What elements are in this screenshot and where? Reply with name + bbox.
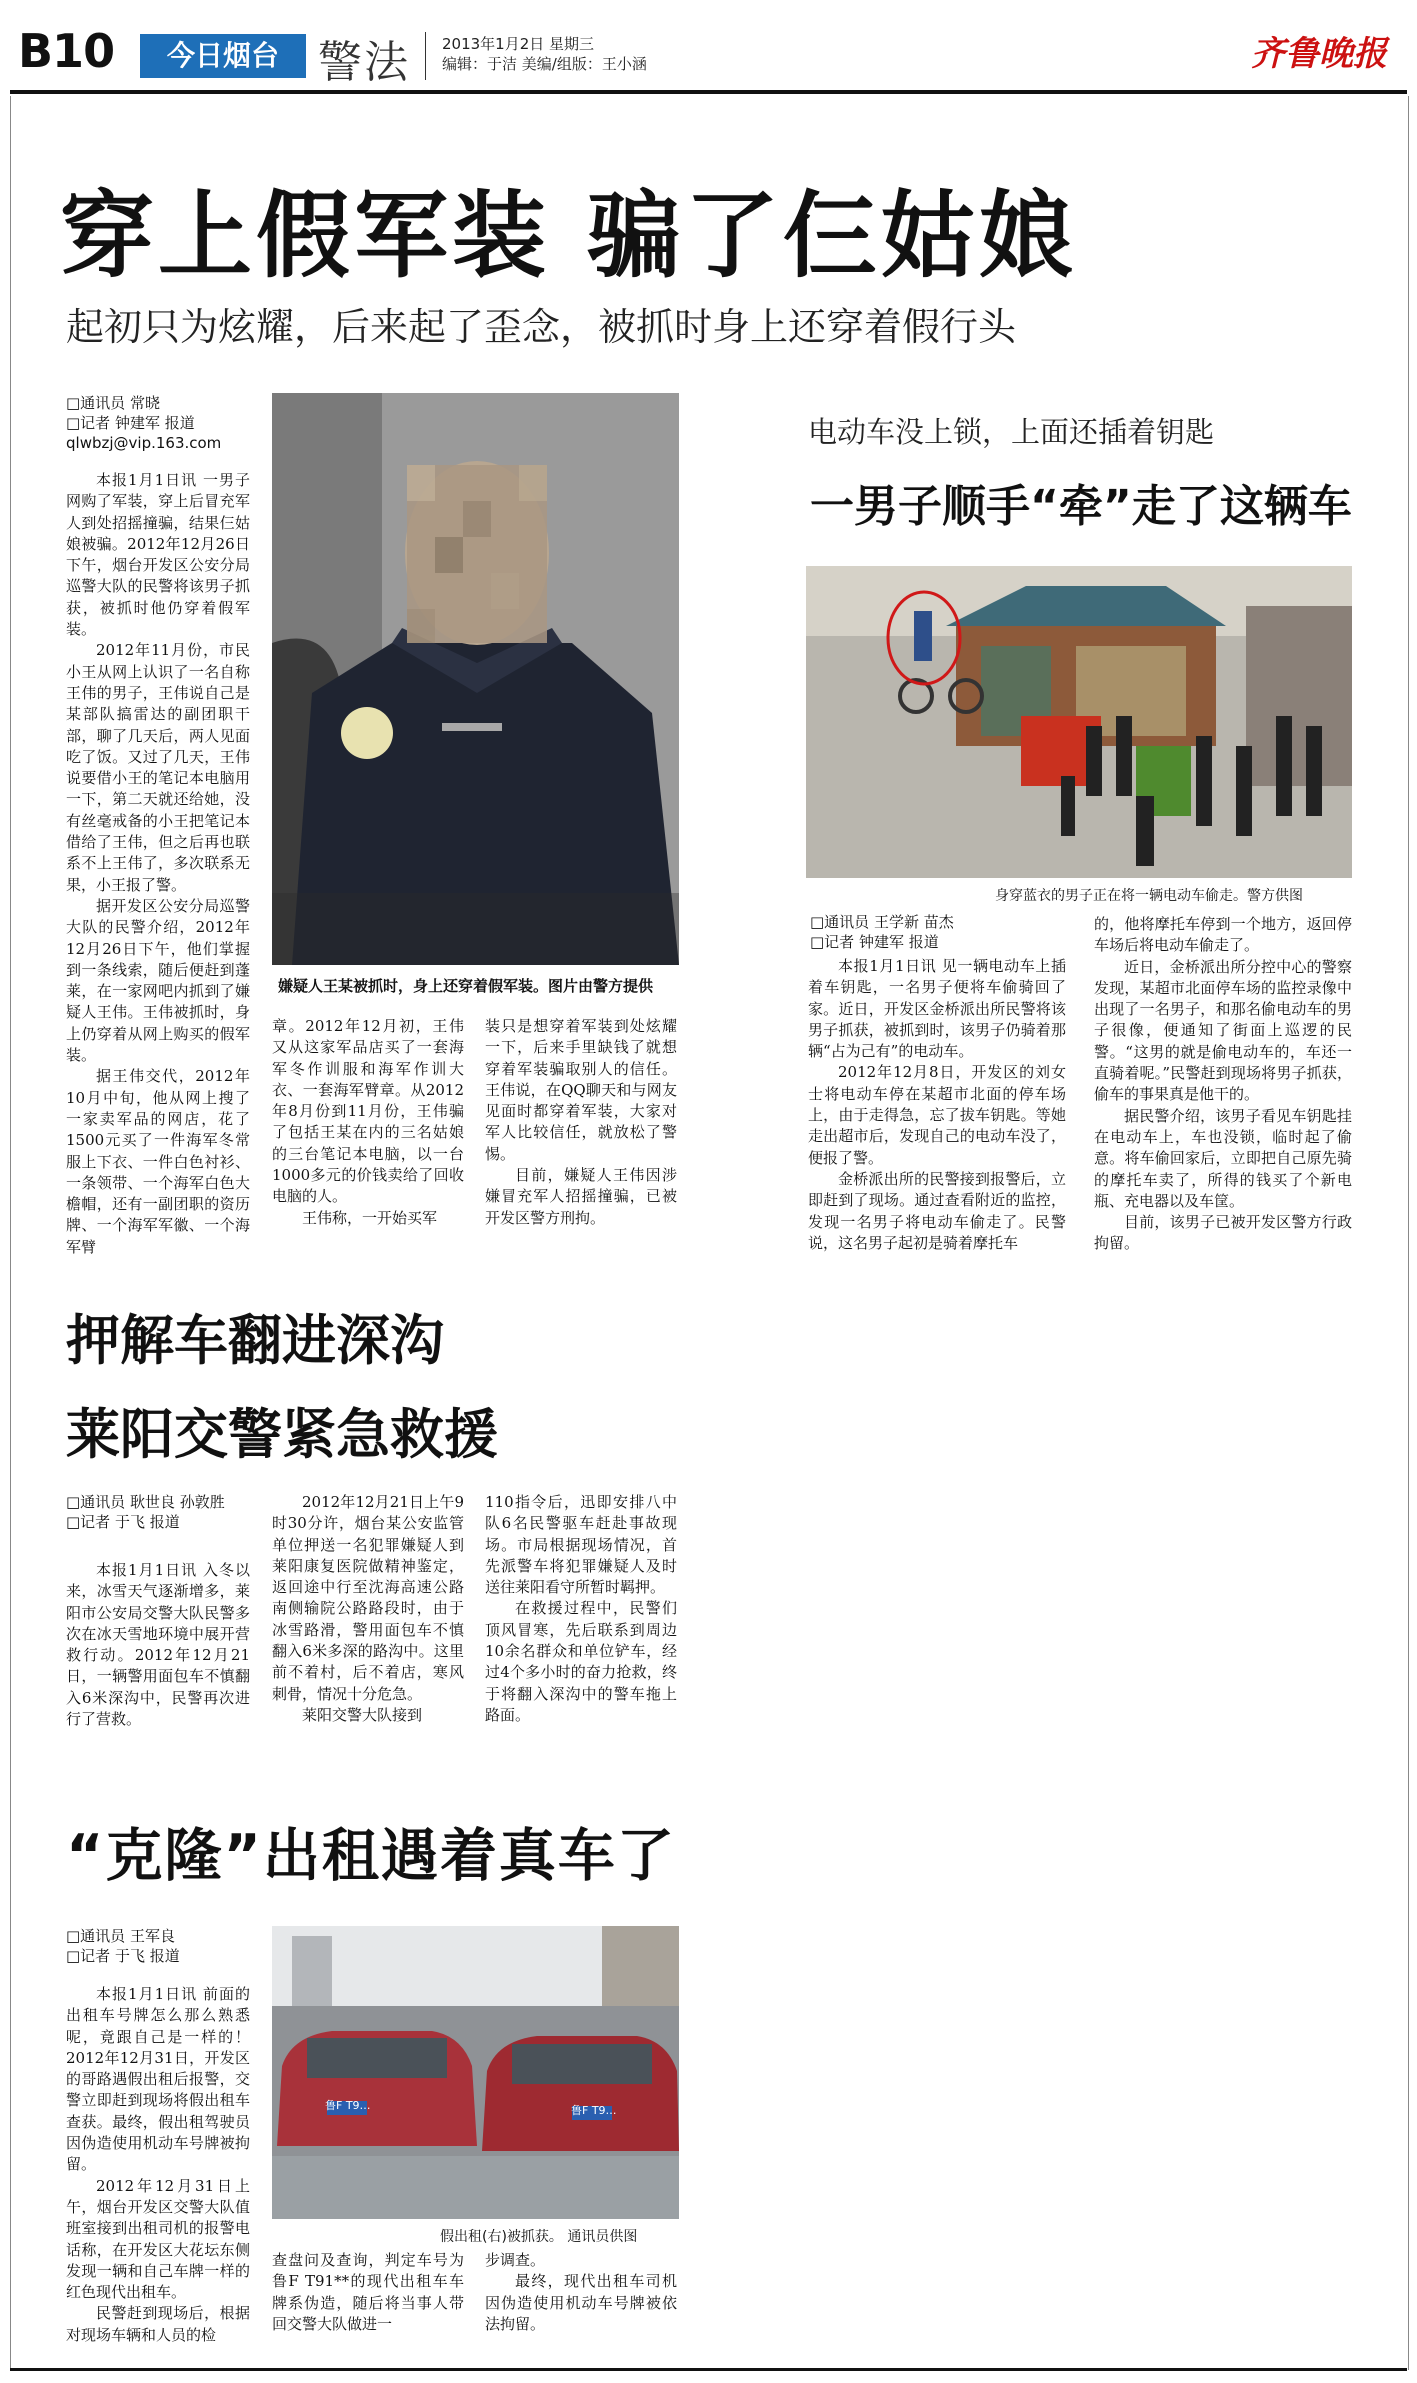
editor-credits: 编辑：于洁 美编/组版：王小涵: [442, 55, 647, 73]
paragraph: 目前，嫌疑人王伟因涉嫌冒充军人招摇撞骗，已被开发区警方刑拘。: [485, 1166, 677, 1227]
story3-headline-line1: 押解车翻进深沟: [66, 1309, 444, 1372]
plate-right: 鲁F T9…: [571, 2104, 617, 2117]
paragraph: 装只是想穿着军装到处炫耀一下，后来手里缺钱了就想穿着军装骗取别人的信任。王伟说，在QQ聊天和与网友见面时都穿着军装，大家对军人比较信任，就放松了警惕。: [485, 1017, 677, 1163]
paragraph: 据开发区公安分局巡警大队的民警介绍，2012年12月26日下午，他们掌握到一条线索，随后便赶到蓬莱，在一家网吧内抓到了嫌疑人王伟。王伟被抓时，身上仍穿着从网上购买的假军装。: [66, 896, 250, 1065]
paragraph: 2012年12月8日，开发区的刘女士将电动车停在某超市北面的停车场上，由于走得急，忘了拔车钥匙。等她走出超市后，发现自己的电动车没了，便报了警。: [808, 1063, 1066, 1167]
byline: □记者 于飞 报道: [66, 1947, 180, 1965]
byline: □记者 于飞 报道: [66, 1513, 180, 1531]
date-text: 2013年1月2日 星期三: [442, 35, 595, 53]
byline: □通讯员 耿世良 孙敦胜: [66, 1493, 225, 1511]
byline: □通讯员 王学新 苗杰: [810, 913, 954, 931]
paragraph: 近日，金桥派出所分控中心的警察发现，某超市北面停车场的监控录像中出现了一名男子，和那名偷电动车的男子很像，便通知了街面上巡逻的民警。“这男的就是偷电动车的，车还一直骑着呢。”民警赶到现场将男子抓获，偷车的事果真是他干的。: [1094, 957, 1352, 1104]
paragraph: 本报1月1日讯 一男子网购了军装，穿上后冒充军人到处招摇撞骗，结果仨姑娘被骗。2012年12月26日下午，烟台开发区公安分局巡警大队的民警将该男子抓获，被抓时他仍穿着假军装。: [66, 471, 250, 639]
story3-bylines: [66, 1492, 256, 1532]
suspect-photo-caption: 嫌疑人王某被抓时，身上还穿着假军装。图片由警方提供: [278, 977, 654, 995]
cctv-photo: [806, 566, 1352, 878]
paragraph: 莱阳交警大队接到: [302, 1705, 423, 1724]
suspect-photo-illustration: [272, 393, 679, 965]
paragraph: 章。2012年12月初，王伟又从这家军品店买了一套海军冬作训服和海军作训大衣、一套海军臂章。从2012年8月份到11月份，王伟骗了包括王某在内的三名姑娘的三台笔记本电脑，以一台1000多元的价钱卖给了回收电脑的人。: [272, 1017, 464, 1206]
paragraph: 据民警介绍，该男子看见车钥匙挂在电动车上，车也没锁，临时起了偷意。将车偷回家后，立即把自己原先骑的摩托车卖了，所得的钱买了个新电瓶、充电器以及车筐。: [1094, 1106, 1352, 1210]
story1-column-2: [272, 1016, 464, 1236]
page-number: B10: [18, 24, 115, 78]
story2-column-2: [1094, 914, 1352, 1253]
paragraph: 本报1月1日讯 前面的出租车号牌怎么那么熟悉呢，竟跟自己是一样的！2012年12月31日，开发区的哥路遇假出租后报警，交警立即赶到现场将假出租车查获。最终，假出租驾驶员因伪造使用机动车号牌被拘留。: [66, 1985, 250, 2174]
paragraph: 2012年11月份，市民小王从网上认识了一名自称王伟的男子，王伟说自己是某部队搞雷达的副团职干部，聊了几天后，两人见面吃了饭。又过了几天，王伟说要借小王的笔记本电脑用一下，第二天就还给她，没有丝毫戒备的小王把笔记本借给了王伟，但之后再也联系不上王伟了，多次联系无果，小王报了警。: [66, 641, 250, 894]
story2-kicker: 电动车没上锁，上面还插着钥匙: [808, 415, 1215, 449]
byline-email: qlwbzj@vip.163.com: [66, 434, 222, 452]
story1-bylines: [66, 393, 221, 453]
paragraph: 王伟称，一开始买军: [302, 1208, 438, 1227]
story1-headline: 穿上假军装 骗了仨姑娘: [60, 182, 1077, 291]
story1-subhead: 起初只为炫耀，后来起了歪念，被抓时身上还穿着假行头: [66, 305, 1017, 349]
bottom-rule: [10, 2368, 1407, 2371]
plate-left: 鲁F T9…: [325, 2099, 371, 2112]
header-divider: [425, 32, 426, 80]
taxi-photo-illustration: [272, 1926, 679, 2219]
byline: □记者 钟建军 报道: [66, 414, 195, 432]
taxi-photo: [272, 1926, 679, 2219]
cctv-photo-caption: 身穿蓝衣的男子正在将一辆电动车偷走。警方供图: [995, 888, 1303, 904]
story4-column-2: [272, 2250, 464, 2360]
newspaper-logo: 齐鲁晚报: [1251, 34, 1387, 74]
paragraph: 据王伟交代，2012年10月中旬，他从网上搜了一家卖军品的网店，花了1500元买了一件海军冬常服上下衣、一件白色衬衫、一条领带、一个海军白色大檐帽，还有一副团职的资历牌、一个海军军徽、一个海军臂: [66, 1067, 250, 1256]
story3-headline-line2: 莱阳交警紧急救援: [66, 1403, 498, 1466]
paragraph: 在救援过程中，民警们顶风冒寒，先后联系到周边10余名群众和单位铲车，经过4个多小时的奋力抢救，终于将翻入深沟中的警车拖上路面。: [485, 1599, 677, 1724]
byline: □记者 钟建军 报道: [810, 933, 939, 951]
suspect-photo: [272, 393, 679, 965]
column-label: 警法: [318, 37, 410, 88]
paragraph: 目前，该男子已被开发区警方行政拘留。: [1094, 1213, 1352, 1253]
cctv-photo-illustration: [806, 566, 1352, 878]
section-label: 今日烟台: [140, 34, 306, 78]
story3-column-2: [272, 1492, 464, 1752]
paragraph: 的，他将摩托车停到一个地方，返回停车场后将电动车偷走了。: [1094, 915, 1352, 955]
story3-column-3: [485, 1492, 677, 1752]
taxi-photo-caption: 假出租(右)被抓获。 通讯员供图: [440, 2229, 638, 2245]
paragraph: 民警赶到现场后，根据对现场车辆和人员的检: [66, 2304, 250, 2344]
paragraph: 金桥派出所的民警接到报警后，立即赶到了现场。通过查看附近的监控，发现一名男子将电动车偷走了。民警说，这名男子起初是骑着摩托车: [808, 1169, 1066, 1252]
dateline: [442, 34, 647, 74]
story1-column-3: [485, 1016, 677, 1236]
story3-column-1: [66, 1560, 250, 1750]
byline: □通讯员 常晓: [66, 394, 160, 412]
paragraph: 查盘问及查询，判定车号为鲁F T91**的现代出租车车牌系伪造，随后将当事人带回交警大队做进一: [272, 2251, 464, 2333]
story2-column-1: [808, 956, 1066, 1252]
story2-headline: 一男子顺手“牵”走了这辆车: [810, 481, 1352, 532]
paragraph: 步调查。: [485, 2251, 546, 2269]
story4-column-3: [485, 2250, 677, 2360]
paragraph: 本报1月1日讯 见一辆电动车上插着车钥匙，一名男子便将车偷骑回了家。近日，开发区金桥派出所民警将该男子抓获，被抓到时，该男子仍骑着那辆“占为己有”的电动车。: [808, 957, 1066, 1061]
story2-bylines: [810, 912, 954, 952]
story4-headline: “克隆”出租遇着真车了: [66, 1823, 676, 1889]
story1-column-1: [66, 470, 250, 1256]
story4-column-1: [66, 1984, 250, 2360]
paragraph: 110指令后，迅即安排八中队6名民警驱车赶赴事故现场。市局根据现场情况，首先派警车将犯罪嫌疑人及时送往莱阳看守所暂时羁押。: [485, 1493, 677, 1597]
paragraph: 2012年12月21日上午9时30分许，烟台某公安监管单位押送一名犯罪嫌疑人到莱阳康复医院做精神鉴定，返回途中行至沈海高速公路南侧输院公路路段时，由于冰雪路滑，警用面包车不慎翻入6米多深的路沟中。这里前不着村，后不着店，寒风刺骨，情况十分危急。: [272, 1493, 464, 1703]
paragraph: 本报1月1日讯 入冬以来，冰雪天气逐渐增多，莱阳市公安局交警大队民警多次在冰天雪地环境中展开营救行动。2012年12月21日，一辆警用面包车不慎翻入6米深沟中，民警再次进行了营救。: [66, 1561, 250, 1729]
paragraph: 最终，现代出租车司机因伪造使用机动车号牌被依法拘留。: [485, 2272, 677, 2333]
story4-bylines: [66, 1926, 180, 1966]
byline: □通讯员 王军良: [66, 1927, 175, 1945]
paragraph: 2012年12月31日上午，烟台开发区交警大队值班室接到出租司机的报警电话称，在开发区大花坛东侧发现一辆和自己车牌一样的红色现代出租车。: [66, 2176, 250, 2302]
